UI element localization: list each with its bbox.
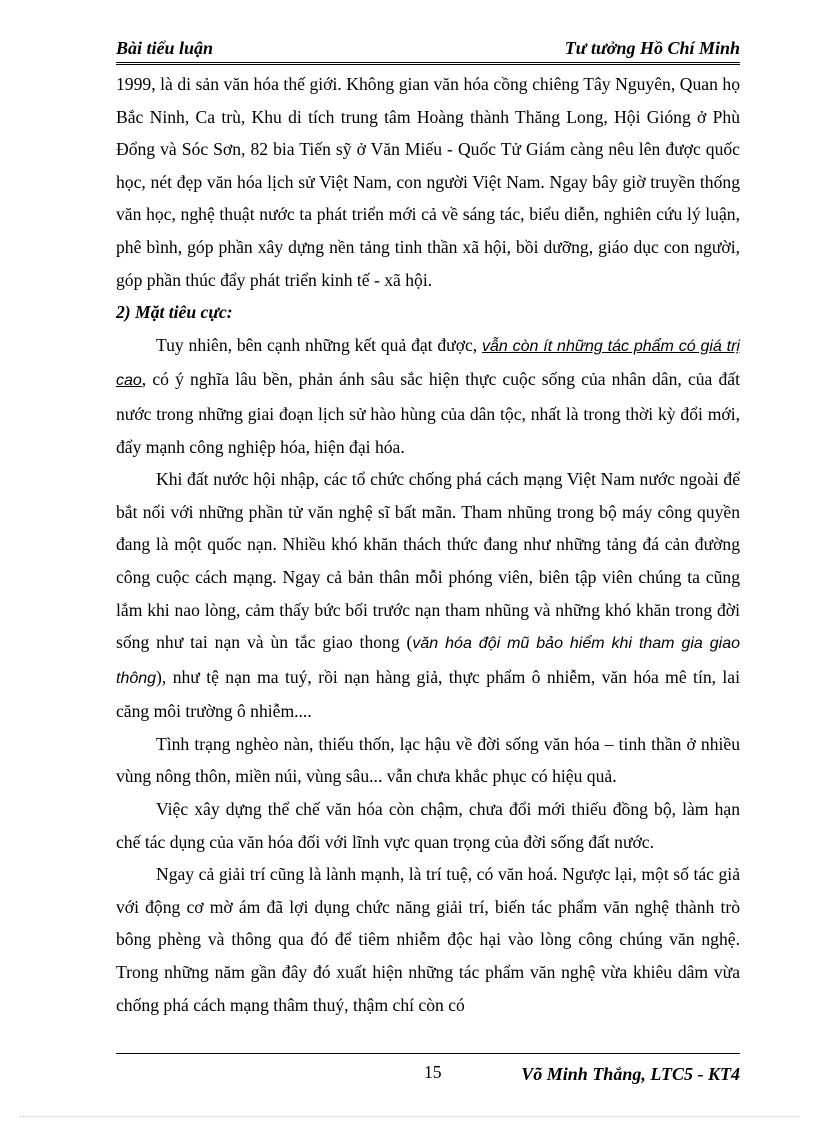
paragraph-3 — [116, 463, 740, 728]
header-left-title: Bài tiểu luận — [116, 38, 214, 58]
document-body — [116, 68, 740, 1021]
section-heading: 2) Mặt tiêu cực: — [116, 302, 233, 323]
paragraph-3-text-start: Khi đất nước hội nhập, các tổ chức chống phá cách mạng Việt Nam nước ngoài để bắt nối với những phần tử văn nghệ sĩ bất mãn. Tham nhũng trong bộ máy công quyền đang là một quốc nạn. Nhiều khó khăn thách thức đang như những tảng đá cản đường công cuộc cách mạng. Ngay cả bản thân mỗi phóng viên, biên tập viên chúng ta cũng lắm khi nao lòng, cảm thấy bức bối trước nạn tham nhũng và những khó khăn trong đời sống như tai nạn và ùn tắc giao thong ( — [116, 469, 740, 653]
paragraph-2-text-start: Tuy nhiên, bên cạnh những kết quả đạt được, — [156, 334, 483, 355]
paragraph-3-italic-phrase: văn hóa đội mũ bảo hiểm khi tham gia giao thông — [116, 635, 741, 687]
paragraph-4: Tình trạng nghèo nàn, thiếu thốn, lạc hậu về đời sống văn hóa – tinh thần ở nhiều vùng nông thôn, miền núi, vùng sâu... vẫn chưa khắc phục có hiệu quả. — [116, 733, 740, 787]
page-edge-divider — [20, 1116, 800, 1117]
page-number: 15 — [424, 1062, 442, 1082]
paragraph-5: Việc xây dựng thể chế văn hóa còn chậm, chưa đổi mới thiếu đồng bộ, làm hạn chế tác dụng của văn hóa đối với lĩnh vực quan trọng của đời sống đất nước. — [116, 799, 740, 852]
paragraph-2 — [116, 329, 740, 463]
paragraph-2-underlined-phrase: vẫn còn ít những tác phẩm có giá trị cao — [116, 337, 740, 390]
footer-divider — [116, 1053, 740, 1054]
page-header — [116, 36, 740, 65]
paragraph-3-text-end: ), như tệ nạn ma tuý, rồi nạn hàng giả, thực phẩm ô nhiễm, văn hóa mê tín, lai căng môi trường ô nhiễm.... — [116, 666, 740, 722]
paragraph-6: Ngay cả giải trí cũng là lành mạnh, là trí tuệ, có văn hoá. Ngược lại, một số tác giả với động cơ mờ ám đã lợi dụng chức năng giải trí, biến tác phẩm văn nghệ thành trò bông phèng và thông qua đó để tiêm nhiễm độc hại vào lòng công chúng văn nghệ. Trong những năm gần đây đó xuất hiện những tác phẩm văn nghệ vừa khiêu dâm vừa chống phá cách mạng thâm thuý, thậm chí còn có — [116, 864, 740, 1015]
footer-author: Võ Minh Thắng, LTC5 - KT4 — [521, 1064, 740, 1084]
header-right-title: Tư tưởng Hồ Chí Minh — [564, 38, 740, 58]
paragraph-2-text-end: , có ý nghĩa lâu bền, phản ánh sâu sắc hiện thực cuộc sống của nhân dân, của đất nước trong những giai đoạn lịch sử hào hùng của dân tộc, nhất là trong thời kỳ đổi mới, đẩy mạnh công nghiệp hóa, hiện đại hóa. — [116, 369, 740, 457]
paragraph-1: 1999, là di sản văn hóa thế giới. Không gian văn hóa cồng chiêng Tây Nguyên, Quan họ Bắc Ninh, Ca trù, Khu di tích trung tâm Hoàng thành Thăng Long, Hội Gióng ở Phù Đổng và Sóc Sơn, 82 bia Tiến sỹ ở Văn Miếu - Quốc Tử Giám càng nêu lên được quốc học, nét đẹp văn hóa lịch sử Việt Nam, con người Việt Nam. Ngay bây giờ truyền thống văn học, nghệ thuật nước ta phát triển mới cả về sáng tác, biểu diễn, nghiên cứu lý luận, phê bình, góp phần xây dựng nền tảng tinh thần xã hội, bồi dưỡng, giáo dục con người, góp phần thúc đẩy phát triển kinh tế - xã hội. — [116, 74, 740, 290]
